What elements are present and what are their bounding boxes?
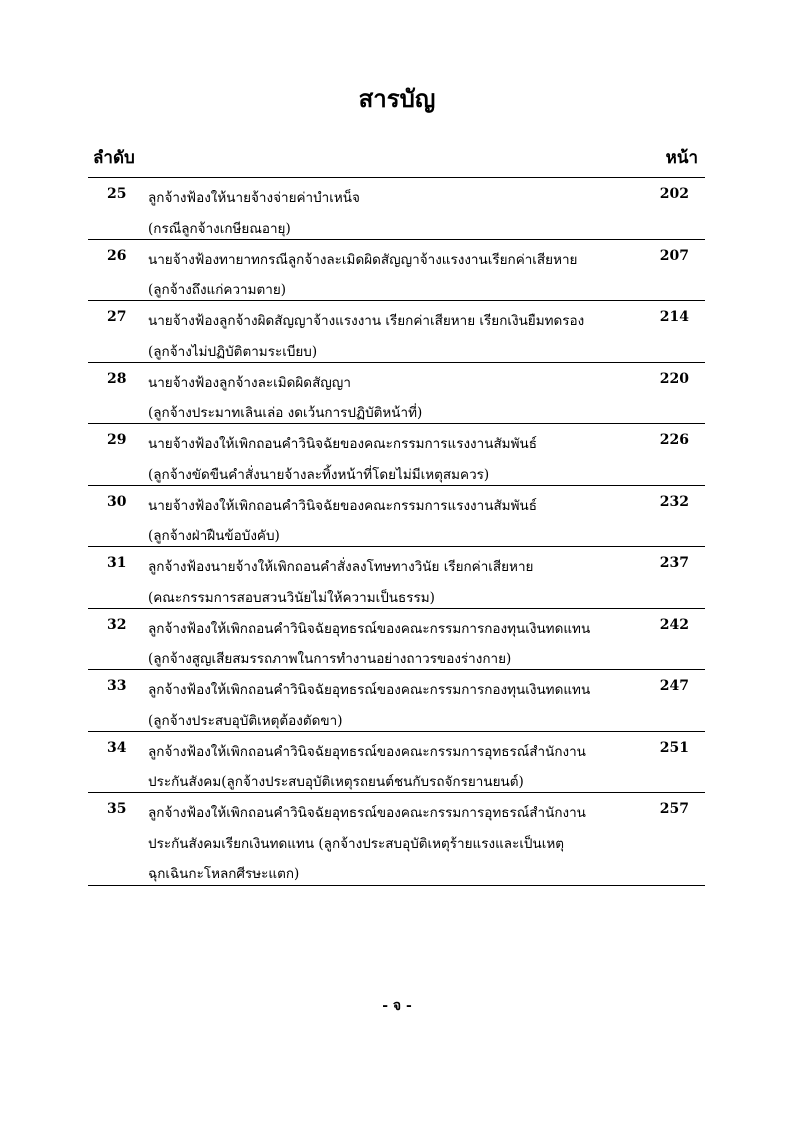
entry-number: 30 [107,493,127,510]
entry-title-line: นายจ้างฟ้องให้เพิกถอนคำวินิจฉัยของคณะกรรมการแรงงานสัมพันธ์ [148,436,537,452]
entry-number: 34 [107,739,127,756]
entry-page: 247 [659,678,689,694]
entry-title-line: (ลูกจ้างถึงแก่ความตาย) [148,282,287,298]
entry-title [148,609,635,675]
entry-title-line: (ลูกจ้างประสบอุบัติเหตุต้องตัดขา) [148,712,343,729]
toc-row [88,240,705,302]
entry-page: 207 [659,247,689,264]
page-title: สารบัญ [358,84,436,113]
entry-title [148,301,635,367]
toc-row [88,424,705,486]
entry-title [148,178,635,244]
entry-page: 226 [659,432,689,448]
entry-title [148,363,635,429]
entry-title [148,547,635,613]
entry-title-line: ประกันสังคมเรียกเงินทดแทน (ลูกจ้างประสบอุบัติเหตุร้ายแรงและเป็นเหตุ [148,835,565,852]
entry-title-line: (คณะกรรมการสอบสวนวินัยไม่ให้ความเป็นธรรม) [148,589,435,606]
entry-number: 31 [107,555,127,571]
toc-row [88,670,705,732]
toc-row [88,609,705,671]
entry-title-line: (ลูกจ้างประมาทเลินเล่อ งดเว้นการปฏิบัติหน้าที่) [148,405,423,421]
entry-title-line: นายจ้างฟ้องทายาทกรณีลูกจ้างละเมิดผิดสัญญาจ้างแรงงานเรียกค่าเสียหาย [148,251,578,268]
toc-row [88,178,705,240]
entry-page: 214 [659,309,689,325]
entry-number: 33 [107,678,127,694]
entry-title-line: (ลูกจ้างฝ่าฝืนข้อบังคับ) [148,528,280,544]
entry-title-line: ฉุกเฉินกะโหลกศีรษะแตก) [148,866,300,882]
entry-title [148,240,635,306]
entry-title [148,732,635,798]
entry-number: 25 [107,186,127,202]
entry-title [148,486,635,552]
entry-page: 237 [659,555,689,571]
entry-title [148,670,635,736]
entry-number: 35 [107,801,127,817]
toc-row [88,486,705,548]
toc-row [88,793,705,886]
column-header-order: ลำดับ [93,148,135,168]
entry-title [148,793,635,890]
table-of-contents [88,177,705,886]
entry-title-line: ประกันสังคม(ลูกจ้างประสบอุบัติเหตุรถยนต์ชนกับรถจักรยานยนต์) [148,774,524,790]
page-number-marker: - จ - [382,998,412,1014]
column-header-page: หน้า [665,148,698,168]
toc-row [88,363,705,425]
toc-row [88,301,705,363]
entry-page: 220 [659,370,689,387]
entry-title-line: ลูกจ้างฟ้องให้นายจ้างจ่ายค่าบำเหน็จ [148,190,360,206]
entry-title-line: นายจ้างฟ้องลูกจ้างผิดสัญญาจ้างแรงงาน เรียกค่าเสียหาย เรียกเงินยืมทดรอง [148,313,585,329]
entry-page: 242 [659,616,689,633]
entry-title-line: (ลูกจ้างไม่ปฏิบัติตามระเบียบ) [148,343,318,360]
entry-page: 257 [659,801,689,817]
entry-title-line: ลูกจ้างฟ้องนายจ้างให้เพิกถอนคำสั่งลงโทษทางวินัย เรียกค่าเสียหาย [148,559,534,575]
entry-page: 202 [659,186,689,202]
entry-number: 26 [107,247,127,264]
entry-title-line: ลูกจ้างฟ้องให้เพิกถอนคำวินิจฉัยอุทธรณ์ของคณะกรรมการอุทธรณ์สำนักงาน [148,743,586,760]
entry-title-line: ลูกจ้างฟ้องให้เพิกถอนคำวินิจฉัยอุทธรณ์ของคณะกรรมการอุทธรณ์สำนักงาน [148,805,586,821]
entry-number: 32 [107,616,127,633]
entry-page: 232 [659,493,689,510]
entry-title-line: (กรณีลูกจ้างเกษียณอายุ) [148,220,291,237]
entry-title-line: ลูกจ้างฟ้องให้เพิกถอนคำวินิจฉัยอุทธรณ์ของคณะกรรมการกองทุนเงินทดแทน [148,682,591,698]
entry-title [148,424,635,490]
entry-title-line: (ลูกจ้างขัดขืนคำสั่งนายจ้างละทิ้งหน้าที่โดยไม่มีเหตุสมควร) [148,466,490,483]
entry-title-line: ลูกจ้างฟ้องให้เพิกถอนคำวินิจฉัยอุทธรณ์ของคณะกรรมการกองทุนเงินทดแทน [148,620,591,637]
entry-title-line: (ลูกจ้างสูญเสียสมรรถภาพในการทำงานอย่างถาวรของร่างกาย) [148,651,512,667]
entry-page: 251 [659,739,689,756]
toc-row [88,547,705,609]
entry-number: 27 [107,309,127,325]
entry-title-line: นายจ้างฟ้องให้เพิกถอนคำวินิจฉัยของคณะกรรมการแรงงานสัมพันธ์ [148,497,537,514]
entry-title-line: นายจ้างฟ้องลูกจ้างละเมิดผิดสัญญา [148,374,351,391]
toc-row [88,732,705,794]
entry-number: 28 [107,370,127,387]
entry-number: 29 [107,432,127,448]
